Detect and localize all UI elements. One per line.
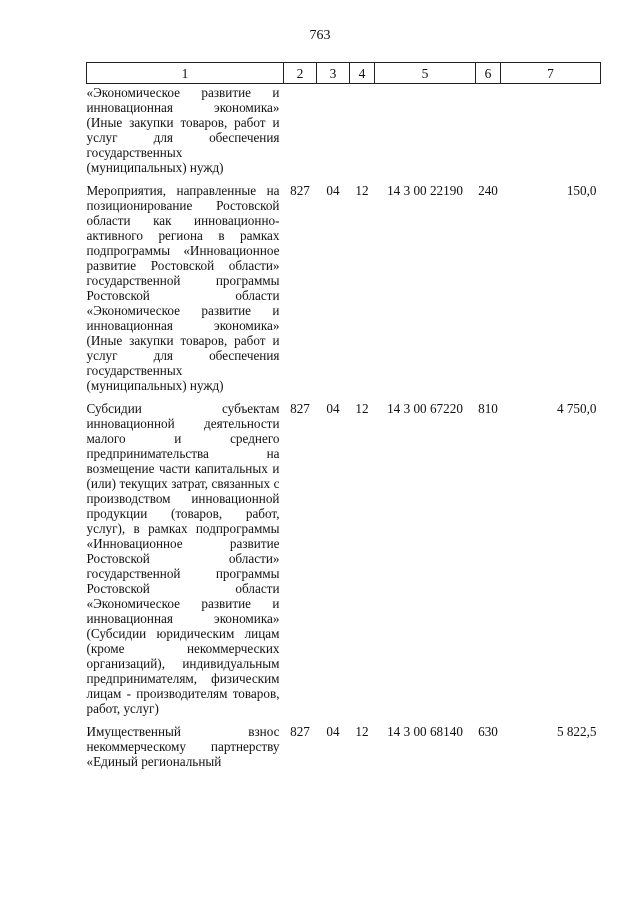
column-header: 7	[501, 63, 601, 84]
cell-subsection: 12	[355, 401, 369, 416]
cell-expense-type: 630	[478, 724, 498, 739]
cell-ministry-code: 827	[290, 183, 310, 198]
table-header-row	[87, 63, 601, 84]
table-row	[87, 724, 601, 777]
column-header: 2	[284, 63, 317, 84]
cell-section: 04	[326, 183, 340, 198]
column-header: 5	[375, 63, 476, 84]
cell-ministry-code: 827	[290, 401, 310, 416]
page-number: 763	[309, 28, 331, 43]
cell-amount: 4 750,0	[556, 401, 597, 416]
cell-expense-type	[476, 84, 501, 184]
budget-table	[86, 62, 601, 777]
column-header: 3	[317, 63, 350, 84]
column-header: 1	[87, 63, 284, 84]
cell-ministry-code: 827	[290, 724, 310, 739]
column-header: 6	[476, 63, 501, 84]
column-header: 4	[350, 63, 375, 84]
row-description: Имущественный взнос некоммерческому партнерству «Единый региональный	[86, 724, 280, 769]
cell-amount	[501, 84, 601, 184]
cell-target-article: 14 3 00 68140	[387, 724, 463, 739]
cell-amount: 150,0	[566, 183, 597, 198]
row-description: «Экономическое развитие и инновационная экономика» (Иные закупки товаров, работ и услуг для обеспечения государственных (муниципальных) нужд)	[86, 85, 280, 175]
cell-subsection	[350, 84, 375, 184]
cell-ministry-code	[284, 84, 317, 184]
table-row	[87, 183, 601, 401]
cell-subsection: 12	[355, 724, 369, 739]
table-row	[87, 401, 601, 724]
cell-section	[317, 84, 350, 184]
cell-target-article: 14 3 00 67220	[387, 401, 463, 416]
cell-target-article	[375, 84, 476, 184]
row-description: Субсидии субъектам инновационной деятельности малого и среднего предпринимательства на возмещение части капитальных и (или) текущих затрат, связанных с производством инновационной продукции (товаров, работ, услуг), в рамках подпрограммы «Инновационное развитие Ростовской области» государственной программы Ростовской области «Экономическое развитие и инновационная экономика» (Субсидии юридическим лицам (кроме некоммерческих организаций), индивидуальным предпринимателям, физическим лицам - производителям товаров, работ, услуг)	[86, 401, 280, 716]
table-row	[87, 84, 601, 184]
cell-expense-type: 240	[478, 183, 498, 198]
cell-section: 04	[326, 401, 340, 416]
cell-target-article: 14 3 00 22190	[387, 183, 463, 198]
cell-expense-type: 810	[478, 401, 498, 416]
row-description: Мероприятия, направленные на позиционирование Ростовской области как инновационно-активного региона в рамках подпрограммы «Инновационное развитие Ростовской области» государственной программы Ростовской области «Экономическое развитие и инновационная экономика» (Иные закупки товаров, работ и услуг для обеспечения государственных (муниципальных) нужд)	[86, 183, 280, 393]
cell-amount: 5 822,5	[556, 724, 597, 739]
cell-section: 04	[326, 724, 340, 739]
cell-subsection: 12	[355, 183, 369, 198]
